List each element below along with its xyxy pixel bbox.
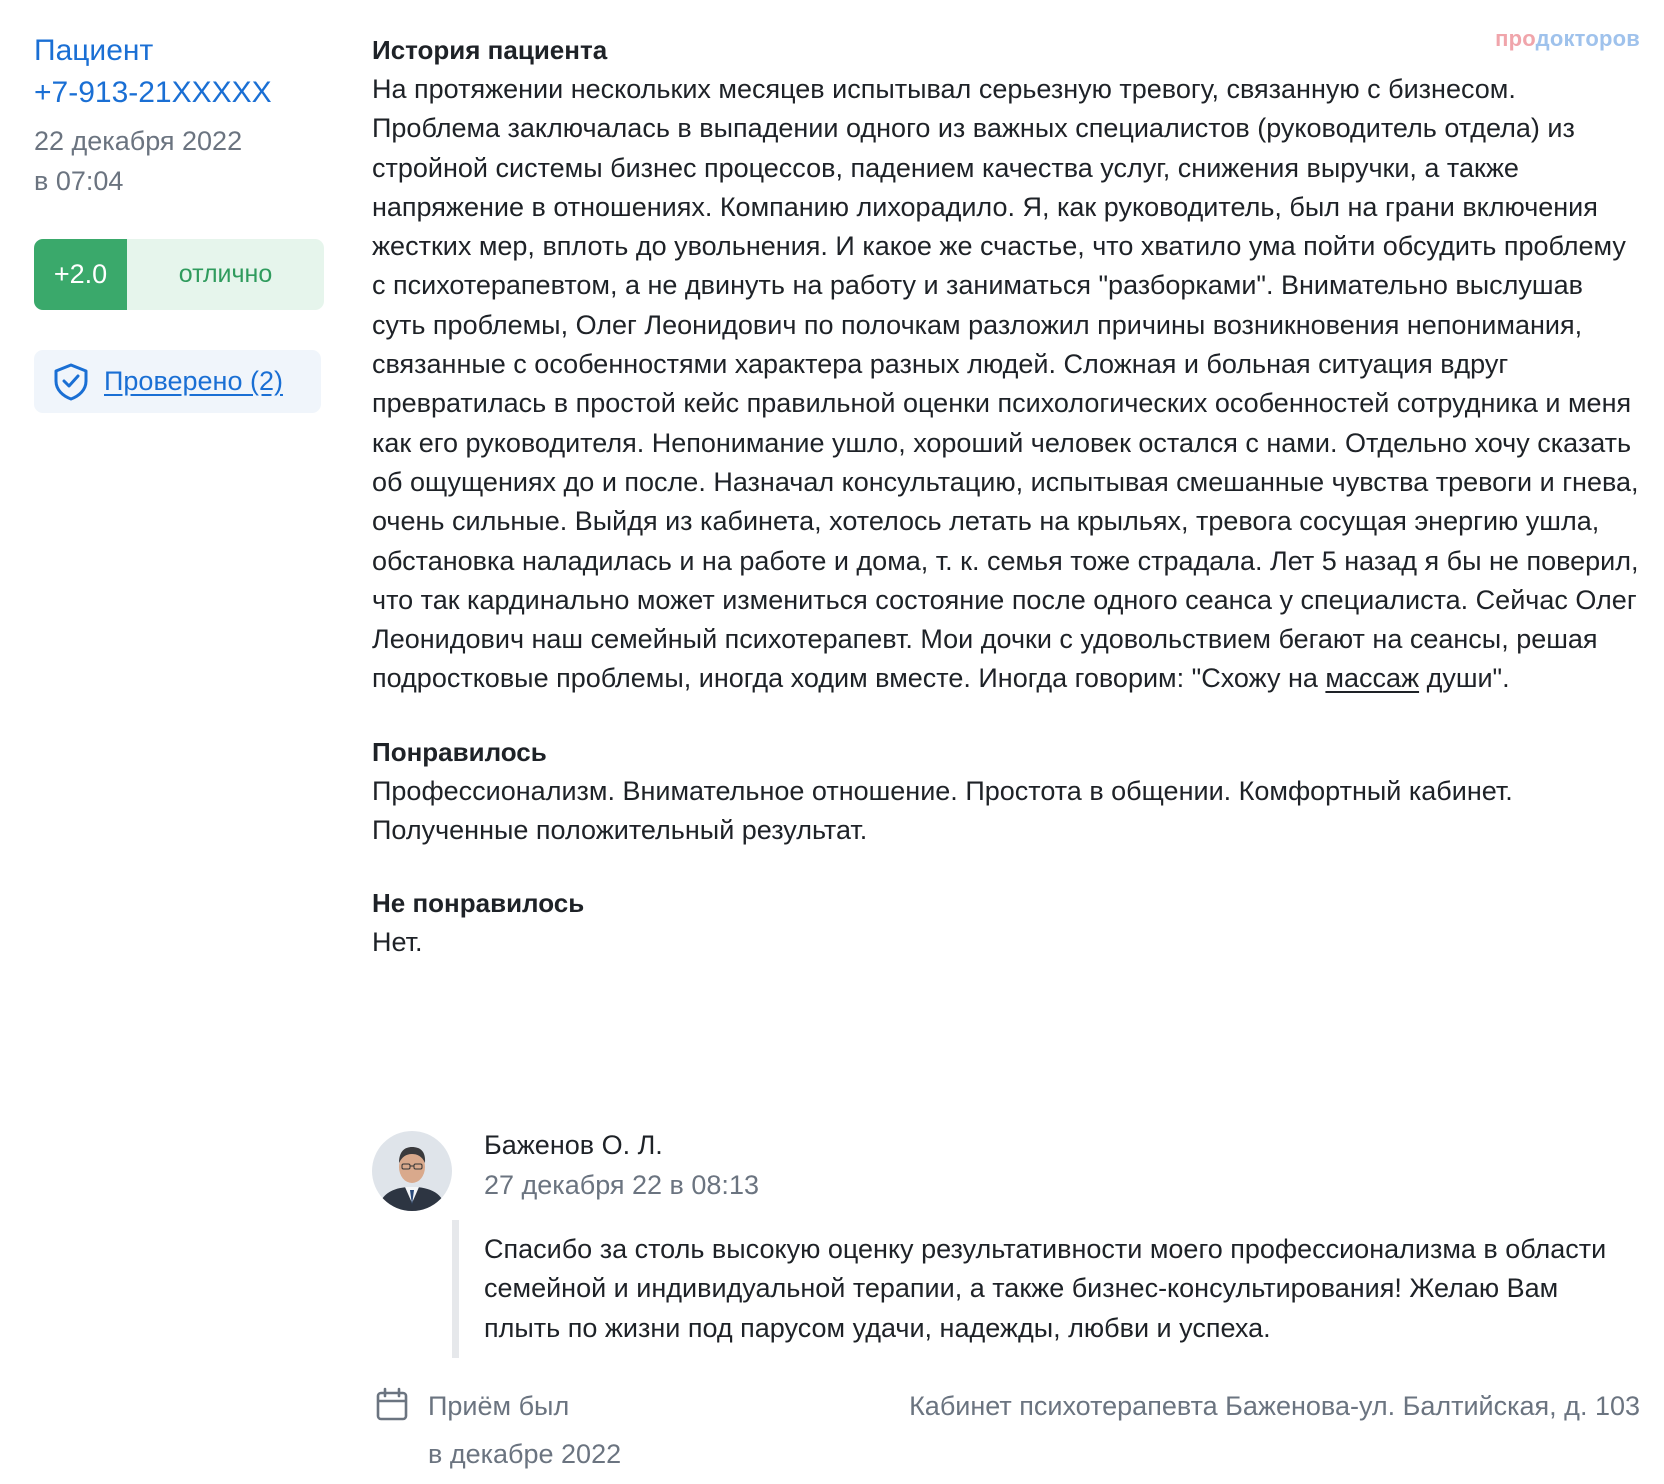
reply-text: Спасибо за столь высокую оценку результативности моего профессионализма в области семейной и индивидуальной терапии, а также бизнес-консультирования! Желаю Вам плыть по жизни под парусом удачи, надежды, любви и успеха.	[452, 1220, 1640, 1358]
visit-line2: в декабре 2022	[428, 1439, 622, 1469]
liked-title: Понравилось	[372, 736, 547, 767]
reply-date: 27 декабря 22 в 08:13	[484, 1170, 759, 1200]
rating-score: +2.0	[34, 239, 127, 310]
review-sidebar	[34, 30, 324, 413]
history-section	[372, 30, 1640, 699]
rating-badge	[34, 239, 324, 310]
history-text-main: На протяжении нескольких месяцев испытывал серьезную тревогу, связанную с бизнесом. Проблема заключалась в выпадении одного из важных специалистов (руководитель отдела) из стройной системы бизнес процессов, падением качества услуг, снижения выручки, а также напряжение в отношениях. Компанию лихорадило. Я, как руководитель, был на грани включения жестких мер, вплоть до увольнения. И какое же счастье, что хватило ума пойти обсудить проблему с психотерапевтом, а не двинуть на работу и заниматься "разборками". Внимательно выслушав суть проблемы, Олег Леонидович по полочкам разложил причины возникновения непонимания, связанные с особенностями характера разных людей. Сложная и больная ситуация вдруг превратилась в простой кейс правильной оценки психологических особенностей сотрудника и меня как его руководителя. Непонимание ушло, хороший человек остался с нами. Отдельно хочу сказать об ощущениях до и после. Назначал консультацию, испытывая смешанные чувства тревоги и гнева, очень сильные. Выйдя из кабинета, хотелось летать на крыльях, тревога сосущая энергию ушла, обстановка наладилась и на работе и дома, т. к. семья тоже страдала. Лет 5 назад я бы не поверил, что так кардинально может измениться состояние после одного сеанса у специалиста. Сейчас Олег Леонидович наш семейный психотерапевт. Мои дочки с удовольствием бегают на сеансы, решая подростковые проблемы, иногда ходим вместе. Иногда говорим: "Схожу на	[372, 74, 1639, 694]
visit-info	[428, 1382, 621, 1478]
disliked-text: Нет.	[372, 927, 423, 958]
verified-link[interactable]: Проверено (2)	[104, 366, 283, 396]
liked-section	[372, 732, 1640, 851]
disliked-title: Не понравилось	[372, 888, 585, 919]
brand-logo-part1: про	[1495, 26, 1536, 51]
review-content	[372, 30, 1640, 963]
history-text	[372, 70, 1640, 699]
review-date-line1: 22 декабря 2022	[34, 126, 243, 156]
history-text-end: души".	[1419, 663, 1510, 694]
massage-link[interactable]: массаж	[1325, 663, 1420, 694]
rating-label: отлично	[127, 239, 324, 310]
patient-name-line2: +7-913-21XXXXX	[34, 76, 272, 109]
review-date	[34, 121, 324, 201]
patient-name-link[interactable]	[34, 30, 324, 114]
verified-badge	[34, 350, 321, 413]
liked-text: Профессионализм. Внимательное отношение. Простота в общении. Комфортный кабинет. Полученные положительный результат.	[372, 775, 1513, 846]
reply-meta	[484, 1125, 759, 1205]
reply-author: Баженов О. Л.	[484, 1130, 663, 1160]
review-date-line2: в 07:04	[34, 166, 124, 196]
clinic-location: Кабинет психотерапевта Баженова-ул. Балтийская, д. 103	[909, 1391, 1640, 1421]
calendar-icon	[374, 1386, 410, 1427]
visit-line1: Приём был	[428, 1391, 570, 1421]
patient-name-line1: Пациент	[34, 34, 154, 67]
disliked-section	[372, 883, 1640, 962]
brand-logo-part2: докторов	[1535, 26, 1640, 51]
doctor-avatar[interactable]	[372, 1131, 452, 1211]
shield-check-icon	[52, 362, 90, 402]
history-title: История пациента	[372, 35, 608, 65]
